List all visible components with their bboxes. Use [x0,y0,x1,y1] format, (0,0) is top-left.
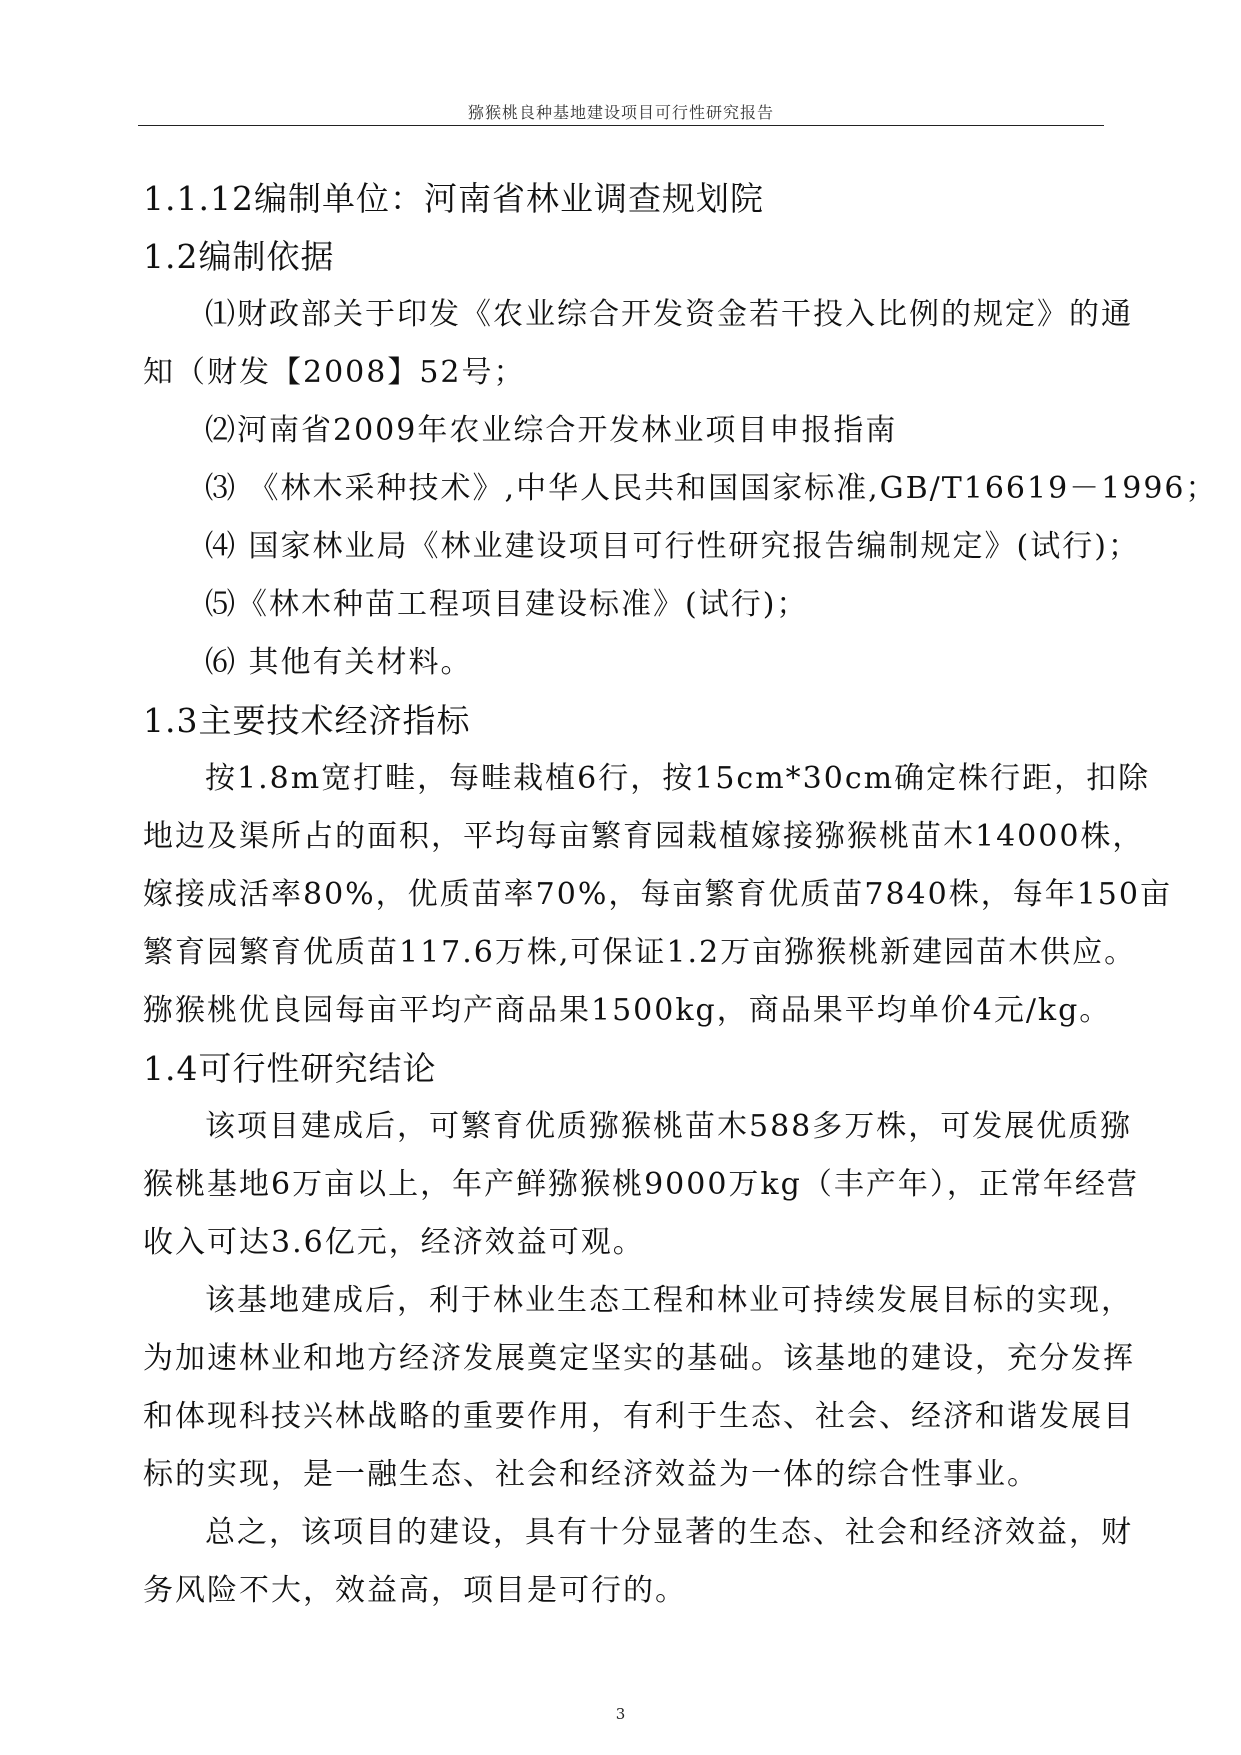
header-rule [138,125,1104,126]
section-1-2-heading: 1.2编制依据 [143,237,335,276]
conclusion-line: 为加速林业和地方经济发展奠定坚实的基础。该基地的建设，充分发挥 [143,1341,1135,1376]
conclusion-line: 该基地建成后，利于林业生态工程和林业可持续发展目标的实现， [205,1283,1133,1318]
page-body [143,170,1218,1620]
section-1-3-heading: 1.3主要技术经济指标 [143,701,471,740]
indicator-line: 嫁接成活率80%，优质苗率70%，每亩繁育优质苗7840株，每年150亩 [143,877,1172,912]
running-header: 猕猴桃良种基地建设项目可行性研究报告 [467,103,774,122]
conclusion-line: 标的实现，是一融生态、社会和经济效益为一体的综合性事业。 [143,1457,1039,1492]
conclusion-line: 该项目建成后，可繁育优质猕猴桃苗木588多万株，可发展优质猕 [205,1109,1133,1144]
basis-item-continuation: 知（财发【2008】52号； [143,355,526,390]
basis-item: ⑶ 《林木采种技术》,中华人民共和国国家标准,GB/T16619－1996； [205,471,1218,506]
page-number: 3 [615,1705,626,1723]
indicator-line: 按1.8m宽打畦，每畦栽植6行，按15cm*30cm确定株行距，扣除 [205,761,1151,796]
indicator-line: 地边及渠所占的面积，平均每亩繁育园栽植嫁接猕猴桃苗木14000株， [143,819,1145,854]
conclusion-line: 和体现科技兴林战略的重要作用，有利于生态、社会、经济和谐发展目 [143,1399,1135,1434]
section-1-1-12-heading: 1.1.12编制单位：河南省林业调查规划院 [143,179,764,218]
basis-item: ⑸《林木种苗工程项目建设标准》(试行)； [205,587,809,622]
indicator-line: 繁育园繁育优质苗117.6万株,可保证1.2万亩猕猴桃新建园苗木供应。 [143,935,1137,970]
basis-item: ⑹ 其他有关材料。 [205,645,473,680]
conclusion-line: 务风险不大，效益高，项目是可行的。 [143,1573,687,1608]
basis-item: ⑵河南省2009年农业综合开发林业项目申报指南 [205,413,898,448]
basis-item: ⑷ 国家林业局《林业建设项目可行性研究报告编制规定》(试行)； [205,529,1140,564]
conclusion-line: 总之，该项目的建设，具有十分显著的生态、社会和经济效益，财 [205,1515,1133,1550]
conclusion-line: 猴桃基地6万亩以上，年产鲜猕猴桃9000万kg（丰产年），正常年经营 [143,1167,1139,1202]
conclusion-line: 收入可达3.6亿元，经济效益可观。 [143,1225,645,1260]
indicator-line: 猕猴桃优良园每亩平均产商品果1500kg，商品果平均单价4元/kg。 [143,993,1112,1028]
section-1-4-heading: 1.4可行性研究结论 [143,1049,437,1088]
basis-item: ⑴财政部关于印发《农业综合开发资金若干投入比例的规定》的通 [205,297,1133,332]
